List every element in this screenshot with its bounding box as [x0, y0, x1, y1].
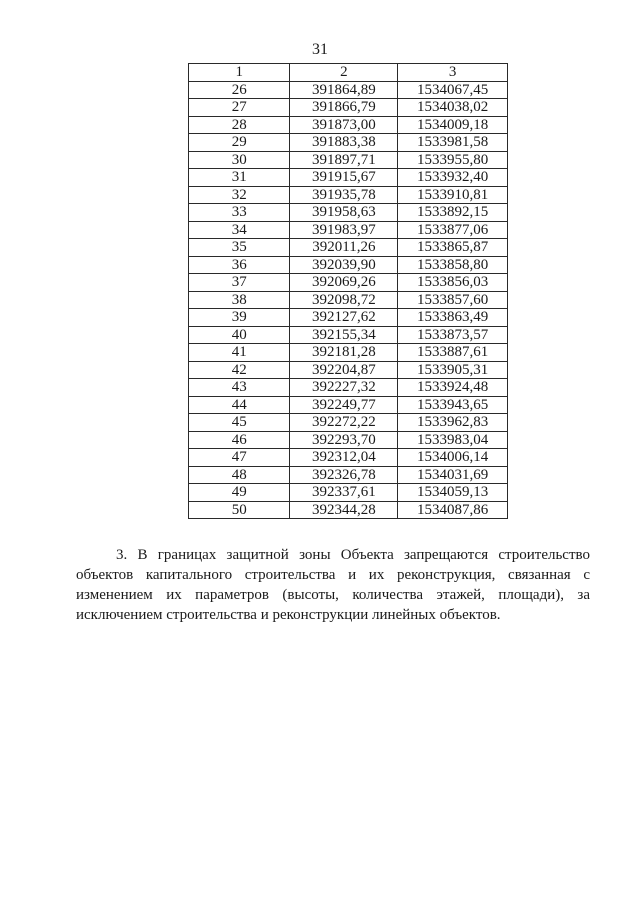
y-coordinate-cell: 1533910,81 [398, 186, 508, 204]
column-header: 2 [290, 64, 398, 82]
paragraph-text: 3. В границах защитной зоны Объекта запрещаются строительство объектов капитального строительства и их реконструкция, связанная с изменением их параметров (высоты, количества этажей, площади), за исключением строительства и реконструкции линейных объектов. [76, 547, 590, 623]
y-coordinate-cell: 1533962,83 [398, 414, 508, 432]
point-number-cell: 26 [189, 81, 290, 99]
x-coordinate-cell: 392039,90 [290, 256, 398, 274]
x-coordinate-cell: 392069,26 [290, 274, 398, 292]
table-row [189, 449, 508, 467]
x-coordinate-cell: 392011,26 [290, 239, 398, 257]
x-coordinate-cell: 392312,04 [290, 449, 398, 467]
point-number-cell: 44 [189, 396, 290, 414]
y-coordinate-cell: 1533865,87 [398, 239, 508, 257]
x-coordinate-cell: 392204,87 [290, 361, 398, 379]
table-row [189, 344, 508, 362]
table-row [189, 169, 508, 187]
point-number-cell: 28 [189, 116, 290, 134]
table-row [189, 221, 508, 239]
y-coordinate-cell: 1533981,58 [398, 134, 508, 152]
point-number-cell: 47 [189, 449, 290, 467]
column-header: 3 [398, 64, 508, 82]
y-coordinate-cell: 1533905,31 [398, 361, 508, 379]
table-row [189, 396, 508, 414]
x-coordinate-cell: 392326,78 [290, 466, 398, 484]
point-number-cell: 48 [189, 466, 290, 484]
y-coordinate-cell: 1533983,04 [398, 431, 508, 449]
x-coordinate-cell: 392155,34 [290, 326, 398, 344]
y-coordinate-cell: 1534087,86 [398, 501, 508, 519]
point-number-cell: 32 [189, 186, 290, 204]
y-coordinate-cell: 1533856,03 [398, 274, 508, 292]
column-header: 1 [189, 64, 290, 82]
point-number-cell: 29 [189, 134, 290, 152]
point-number-cell: 42 [189, 361, 290, 379]
y-coordinate-cell: 1533863,49 [398, 309, 508, 327]
table-body [189, 81, 508, 519]
x-coordinate-cell: 391983,97 [290, 221, 398, 239]
x-coordinate-cell: 392293,70 [290, 431, 398, 449]
y-coordinate-cell: 1533877,06 [398, 221, 508, 239]
point-number-cell: 38 [189, 291, 290, 309]
x-coordinate-cell: 391883,38 [290, 134, 398, 152]
point-number-cell: 36 [189, 256, 290, 274]
table-row [189, 466, 508, 484]
point-number-cell: 46 [189, 431, 290, 449]
y-coordinate-cell: 1533858,80 [398, 256, 508, 274]
x-coordinate-cell: 391935,78 [290, 186, 398, 204]
x-coordinate-cell: 392344,28 [290, 501, 398, 519]
table-row [189, 239, 508, 257]
table-row [189, 414, 508, 432]
point-number-cell: 31 [189, 169, 290, 187]
y-coordinate-cell: 1534006,14 [398, 449, 508, 467]
table-row [189, 151, 508, 169]
y-coordinate-cell: 1534067,45 [398, 81, 508, 99]
point-number-cell: 27 [189, 99, 290, 117]
table-row [189, 204, 508, 222]
x-coordinate-cell: 392181,28 [290, 344, 398, 362]
x-coordinate-cell: 392249,77 [290, 396, 398, 414]
point-number-cell: 49 [189, 484, 290, 502]
table-header-row [189, 64, 508, 82]
point-number-cell: 41 [189, 344, 290, 362]
y-coordinate-cell: 1533924,48 [398, 379, 508, 397]
y-coordinate-cell: 1533955,80 [398, 151, 508, 169]
x-coordinate-cell: 392227,32 [290, 379, 398, 397]
y-coordinate-cell: 1533943,65 [398, 396, 508, 414]
point-number-cell: 34 [189, 221, 290, 239]
table-row [189, 256, 508, 274]
y-coordinate-cell: 1534031,69 [398, 466, 508, 484]
x-coordinate-cell: 391864,89 [290, 81, 398, 99]
x-coordinate-cell: 392337,61 [290, 484, 398, 502]
table-row [189, 501, 508, 519]
point-number-cell: 30 [189, 151, 290, 169]
y-coordinate-cell: 1533873,57 [398, 326, 508, 344]
x-coordinate-cell: 391915,67 [290, 169, 398, 187]
point-number-cell: 35 [189, 239, 290, 257]
y-coordinate-cell: 1533892,15 [398, 204, 508, 222]
table-row [189, 361, 508, 379]
coordinates-table [188, 63, 508, 519]
x-coordinate-cell: 392098,72 [290, 291, 398, 309]
point-number-cell: 45 [189, 414, 290, 432]
point-number-cell: 40 [189, 326, 290, 344]
point-number-cell: 33 [189, 204, 290, 222]
table-row [189, 116, 508, 134]
y-coordinate-cell: 1534059,13 [398, 484, 508, 502]
table-row [189, 134, 508, 152]
point-number-cell: 43 [189, 379, 290, 397]
point-number-cell: 50 [189, 501, 290, 519]
y-coordinate-cell: 1534009,18 [398, 116, 508, 134]
y-coordinate-cell: 1533932,40 [398, 169, 508, 187]
point-number-cell: 39 [189, 309, 290, 327]
point-number-cell: 37 [189, 274, 290, 292]
x-coordinate-cell: 392127,62 [290, 309, 398, 327]
table-row [189, 186, 508, 204]
y-coordinate-cell: 1534038,02 [398, 99, 508, 117]
table-row [189, 309, 508, 327]
x-coordinate-cell: 391958,63 [290, 204, 398, 222]
x-coordinate-cell: 391897,71 [290, 151, 398, 169]
x-coordinate-cell: 391873,00 [290, 116, 398, 134]
table-row [189, 326, 508, 344]
table-row [189, 99, 508, 117]
table-row [189, 274, 508, 292]
y-coordinate-cell: 1533887,61 [398, 344, 508, 362]
page-number: 31 [312, 41, 328, 58]
table-row [189, 484, 508, 502]
table-row [189, 291, 508, 309]
table-row [189, 379, 508, 397]
table-row [189, 431, 508, 449]
x-coordinate-cell: 391866,79 [290, 99, 398, 117]
table-row [189, 81, 508, 99]
y-coordinate-cell: 1533857,60 [398, 291, 508, 309]
x-coordinate-cell: 392272,22 [290, 414, 398, 432]
